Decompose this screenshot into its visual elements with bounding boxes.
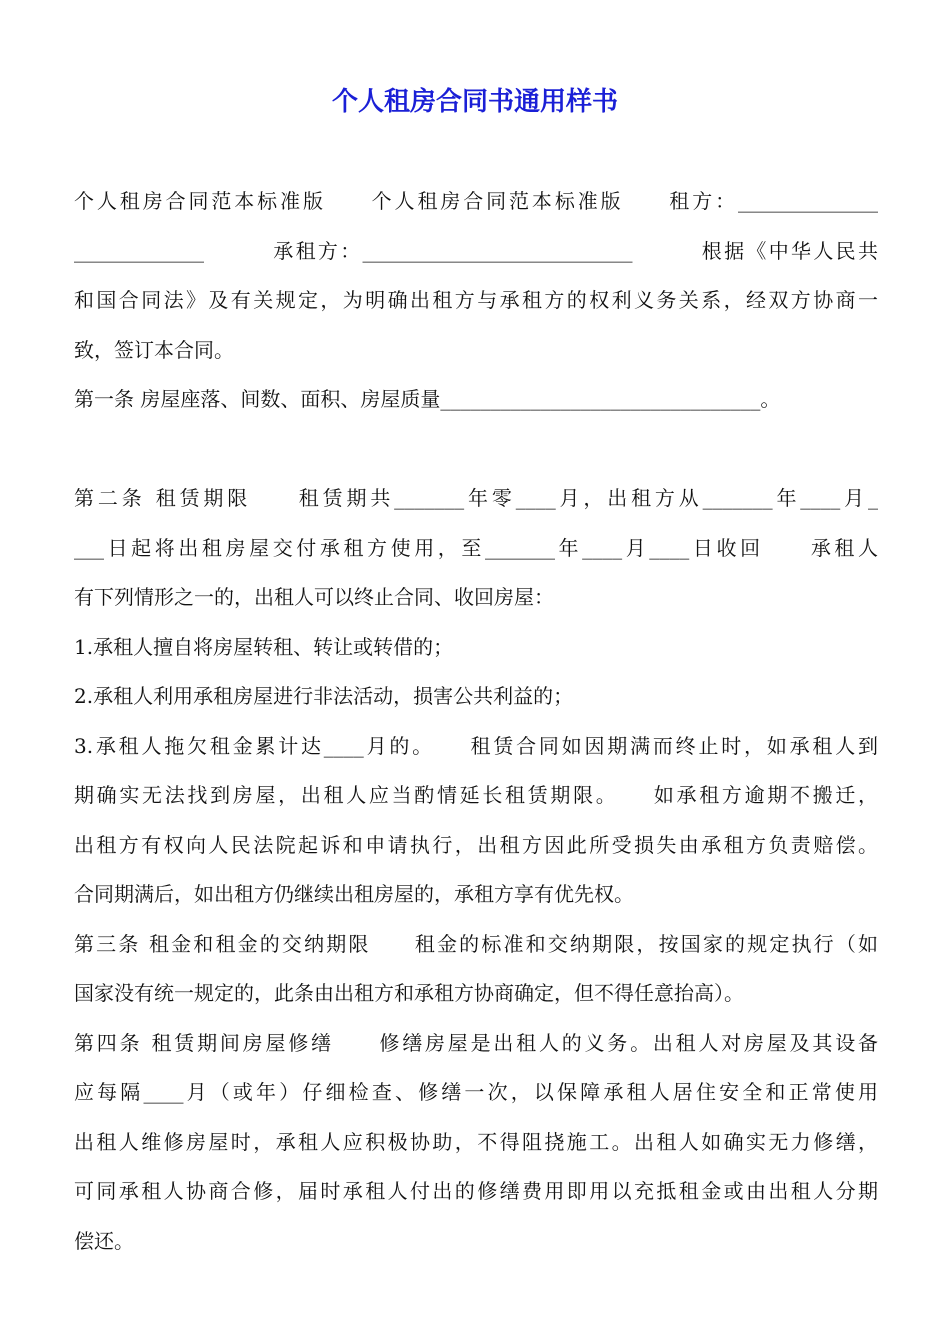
text-line: 出租人维修房屋时，承租人应积极协助，不得阻挠施工。出租人如确实无力修缮， <box>74 1129 878 1154</box>
text-line: _____________ 承租方：___________________________ 根据《中华人民共 <box>74 238 878 263</box>
text-line: 应每隔____月（或年）仔细检查、修缮一次，以保障承租人居住安全和正常使用 <box>74 1080 878 1104</box>
text-line: 国家没有统一规定的，此条由出租方和承租方协商确定，但不得任意抬高）。 <box>74 981 744 1005</box>
text-line: 期确实无法找到房屋，出租人应当酌情延长租赁期限。 如承租方逾期不搬迁， <box>74 783 878 807</box>
text-line: 个人租房合同范本标准版 个人租房合同范本标准版 租方：______________ <box>74 189 878 213</box>
document-title: 个人租房合同书通用样书 <box>331 87 618 117</box>
document-body <box>74 177 878 1266</box>
article-1-line: 第一条 房屋座落、间数、面积、房屋质量________________________________。 <box>74 387 781 411</box>
text-line: 偿还。 <box>74 1228 134 1253</box>
text-line: 可同承租人协商合修，届时承租人付出的修缮费用即用以充抵租金或由出租人分期 <box>74 1179 878 1203</box>
text-line: 有下列情形之一的，出租人可以终止合同、收回房屋： <box>74 585 554 609</box>
text-line: ___日起将出租房屋交付承租方使用，至_______年____月____日收回 承租人 <box>74 535 878 560</box>
text-line: 和国合同法》及有关规定，为明确出租方与承租方的权利义务关系，经双方协商一 <box>74 288 878 312</box>
article-2-line: 第二条 租赁期限 租赁期共_______年零____月，出租方从_______年____月_ <box>74 486 878 510</box>
list-item: 1.承租人擅自将房屋转租、转让或转借的； <box>74 634 454 659</box>
article-4-line: 第四条 租赁期间房屋修缮 修缮房屋是出租人的义务。出租人对房屋及其设备 <box>74 1030 878 1055</box>
list-item: 3.承租人拖欠租金累计达____月的。 租赁合同如因期满而终止时，如承租人到 <box>74 733 878 758</box>
text-line: 出租方有权向人民法院起诉和申请执行，出租方因此所受损失由承租方负责赔偿。 <box>74 832 878 857</box>
text-line: 致，签订本合同。 <box>74 337 234 362</box>
text-line: 合同期满后，如出租方仍继续出租房屋的，承租方享有优先权。 <box>74 882 634 906</box>
list-item: 2.承租人利用承租房屋进行非法活动，损害公共利益的； <box>74 684 574 708</box>
blank-line <box>74 425 878 475</box>
article-3-line: 第三条 租金和租金的交纳期限 租金的标准和交纳期限，按国家的规定执行（如 <box>74 931 878 956</box>
